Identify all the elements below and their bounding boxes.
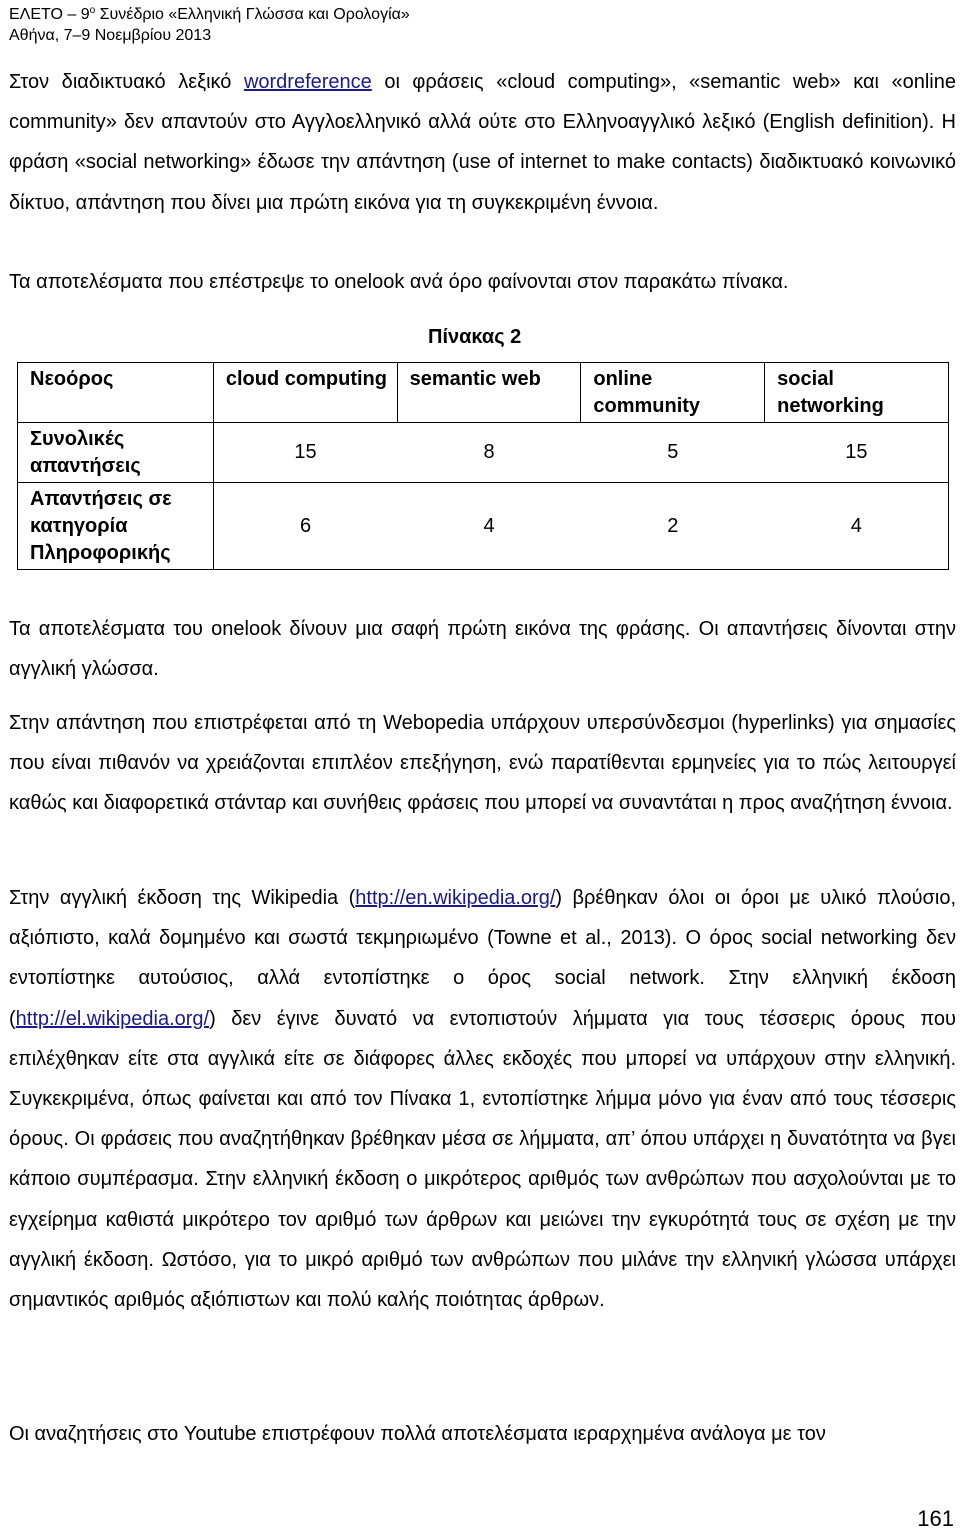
paragraph-wordreference: Στον διαδικτυακό λεξικό wordreference οι φράσεις «cloud computing», «semantic web» και «online community» δεν απαντούν στο Αγγλοελληνικό αλλά ούτε στο Ελληνοαγγλικό λεξικό (English definition). Η φράση «social networking» έδωσε την απάντηση (use of internet to make contacts) διαδικτυακό κοινωνικό δίκτυο, απάντηση που δίνει μια πρώτη εικόνα για τη συγκεκριμένη έννοια. bbox=[9, 71, 956, 214]
page-number: 161 bbox=[917, 1506, 954, 1531]
paragraph-wikipedia: Στην αγγλική έκδοση της Wikipedia (http://en.wikipedia.org/) βρέθηκαν όλοι οι όροι με υλικό πλούσιο, αξιόπιστο, καλά δομημένο και σωστά τεκμηριωμένο (Towne et al., 2013). Ο όρος social networking δεν εντοπίστηκε αυτούσιος, αλλά εντοπίστηκε ο όρος social network. Στην ελληνική έκδοση (http://el.wikipedia.org/) δεν έγινε δυνατό να εντοπιστούν λήμματα για τους τέσσερις όρους που επιλέχθηκαν είτε στα αγγλικά είτε σε διάφορες άλλες εκδοχές που μπορεί να υπάρχουν στην ελληνική. Συγκεκριμένα, όπως φαίνεται και από τον Πίνακα 1, εντοπίστηκε λήμμα μόνο για έναν από τους τέσσερις όρους. Οι φράσεις που αναζητήθηκαν βρέθηκαν μέσα σε λήμματα, απ’ όπου υπάρχει η δυνατότητα να βγει κάποιο συμπέρασμα. Στην ελληνική έκδοση ο μικρότερος αριθμός των ανθρώπων που ασχολούνται με το εγχείρημα καθιστά μικρότερο τον αριθμό των άρθρων και μειώνει την εγκυρότητά τους σε σχέση με την αγγλική έκδοση. Ωστόσο, για το μικρό αριθμό των ανθρώπων που μιλάνε την ελληνική γλώσσα υπάρχει σημαντικός αριθμός αξιόπιστων και πολύ καλής ποιότητας άρθρων. bbox=[9, 887, 957, 1312]
table-term-header: social networking bbox=[765, 363, 949, 423]
table-cell: 4 bbox=[765, 483, 949, 570]
table-term-header: online community bbox=[581, 363, 765, 423]
paragraph-webopedia: Στην απάντηση που επιστρέφεται από τη Webopedia υπάρχουν υπερσύνδεσμοι (hyperlinks) για σημασίες που είναι πιθανόν να χρειάζονται επιπλέον επεξήγηση, ενώ παρατίθενται ερμηνείες για το πώς λειτουργεί καθώς και διαφορετικά στάνταρ και συνήθεις φράσεις που μπορεί να συναντάται η προς αναζήτηση έννοια. bbox=[9, 712, 956, 815]
table-cell: 8 bbox=[397, 423, 581, 483]
paragraph-onelook-results: Τα αποτελέσματα του onelook δίνουν μια σαφή πρώτη εικόνα της φράσης. Οι απαντήσεις δίνονται στην αγγλική γλώσσα. bbox=[9, 618, 956, 681]
paragraph-youtube: Οι αναζητήσεις στο Youtube επιστρέφουν πολλά αποτελέσματα ιεραρχημένα ανάλογα με τον bbox=[9, 1423, 826, 1445]
table-cell: 6 bbox=[213, 483, 397, 570]
table-cell: 4 bbox=[397, 483, 581, 570]
table-row bbox=[18, 423, 949, 483]
conference-title: ΕΛΕΤΟ – $9^o$ Συνέδριο «Ελληνική Γλώσσα και Ορολογία» bbox=[9, 5, 410, 23]
table-cell: 15 bbox=[765, 423, 949, 483]
wikipedia-el-link[interactable]: http://el.wikipedia.org/ bbox=[15, 1007, 210, 1030]
conference-place-date: Αθήνα, 7–9 Νοεμβρίου 2013 bbox=[9, 27, 212, 44]
table-term-header: semantic web bbox=[397, 363, 581, 423]
table-cell: 15 bbox=[213, 423, 397, 483]
wikipedia-en-link[interactable]: http://en.wikipedia.org/ bbox=[355, 887, 556, 909]
paragraph-onelook-intro: Τα αποτελέσματα που επέστρεψε το onelook ανά όρο φαίνονται στον παρακάτω πίνακα. bbox=[9, 271, 789, 293]
running-header bbox=[9, 4, 410, 46]
wordreference-link[interactable]: wordreference bbox=[243, 71, 372, 93]
table-cell: 2 bbox=[581, 483, 765, 570]
table-cell: 5 bbox=[581, 423, 765, 483]
table-row bbox=[18, 483, 949, 570]
table-row-label: Συνολικές απαντήσεις bbox=[18, 423, 214, 483]
table-row-label: Απαντήσεις σε κατηγορία Πληροφορικής bbox=[18, 483, 214, 570]
table-header-row bbox=[18, 363, 949, 423]
table-header-label: Νεοόρος bbox=[18, 363, 214, 423]
table-term-header: cloud computing bbox=[213, 363, 397, 423]
results-table bbox=[17, 362, 949, 570]
table-title: Πίνακας 2 bbox=[428, 326, 522, 348]
